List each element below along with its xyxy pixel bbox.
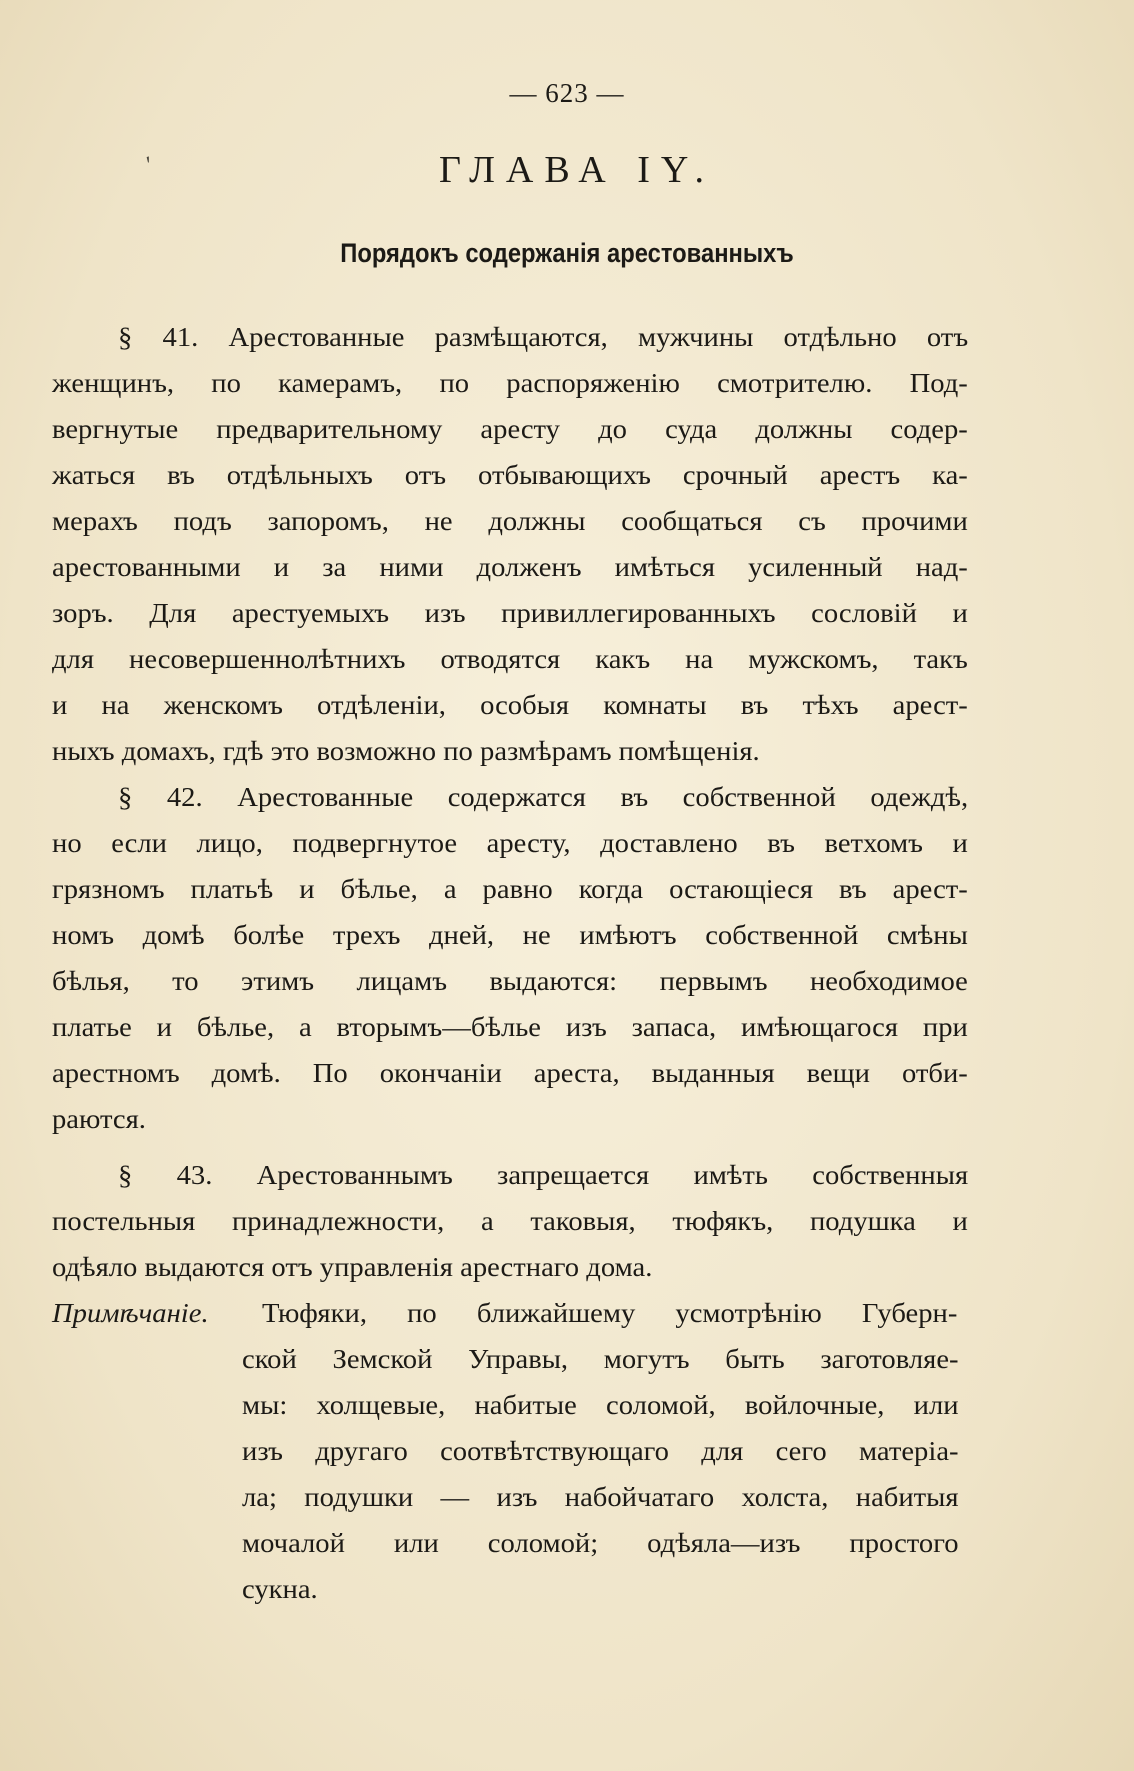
page-number: — 623 — bbox=[509, 78, 625, 108]
note-line: мочалой или соломой; одѣяла—изъ простого bbox=[242, 1528, 959, 1558]
text-line: зоръ. Для арестуемыхъ изъ привиллегированныхъ сословій и bbox=[52, 598, 968, 628]
note-line: ла; подушки — изъ набойчатаго холста, набитыя bbox=[242, 1482, 959, 1512]
text-line: женщинъ, по камерамъ, по распоряженію смотрителю. Под- bbox=[52, 368, 968, 398]
text-line: и на женскомъ отдѣленіи, особыя комнаты въ тѣхъ арест- bbox=[52, 690, 968, 720]
text-line: для несовершеннолѣтнихъ отводятся какъ на мужскомъ, такъ bbox=[52, 644, 968, 674]
note-label: Примѣчаніе. bbox=[52, 1298, 209, 1328]
text-line: ныхъ домахъ, гдѣ это возможно по размѣрамъ помѣщенія. bbox=[52, 736, 760, 766]
note-line: мы: холщевые, набитые соломой, войлочные, или bbox=[242, 1390, 959, 1420]
text-line: арестованными и за ними долженъ имѣться усиленный над- bbox=[52, 552, 968, 582]
text-line: платье и бѣлье, а вторымъ—бѣлье изъ запаса, имѣющагося при bbox=[52, 1012, 968, 1042]
text-line: грязномъ платьѣ и бѣлье, а равно когда остающіеся въ арест- bbox=[52, 874, 968, 904]
text-line: одѣяло выдаются отъ управленія арестнаго дома. bbox=[52, 1252, 653, 1282]
note-line: ской Земской Управы, могутъ быть заготовляе- bbox=[242, 1344, 959, 1374]
text-line: номъ домѣ болѣе трехъ дней, не имѣютъ собственной смѣны bbox=[52, 920, 968, 950]
text-line: § 43. Арестованнымъ запрещается имѣть собственныя bbox=[118, 1160, 969, 1190]
note-line: Тюфяки, по ближайшему усмотрѣнію Губерн- bbox=[262, 1298, 958, 1328]
text-line: постельныя принадлежности, а таковыя, тюфякъ, подушка и bbox=[52, 1206, 968, 1236]
note-line: изъ другаго соотвѣтствующаго для сего матеріа- bbox=[242, 1436, 959, 1466]
pencil-tick-mark: ʹ bbox=[143, 151, 158, 179]
text-line: § 42. Арестованные содержатся въ собственной одеждѣ, bbox=[118, 782, 969, 812]
text-line: вергнутые предварительному аресту до суда должны содер- bbox=[52, 414, 968, 444]
note-line: сукна. bbox=[242, 1574, 318, 1604]
text-line: раются. bbox=[52, 1104, 146, 1134]
section-title: Порядокъ содержанія арестованныхъ bbox=[340, 238, 794, 268]
text-line: мерахъ подъ запоромъ, не должны сообщаться съ прочими bbox=[52, 506, 968, 536]
text-line: бѣлья, то этимъ лицамъ выдаются: первымъ необходимое bbox=[52, 966, 968, 996]
text-line: арестномъ домѣ. По окончаніи ареста, выданныя вещи отби- bbox=[52, 1058, 968, 1088]
text-line: § 41. Арестованные размѣщаются, мужчины отдѣльно отъ bbox=[118, 322, 969, 352]
chapter-title: ГЛАВА IY. bbox=[439, 149, 715, 191]
text-line: жаться въ отдѣльныхъ отъ отбывающихъ срочный арестъ ка- bbox=[52, 460, 968, 490]
text-line: но если лицо, подвергнутое аресту, доставлено въ ветхомъ и bbox=[52, 828, 968, 858]
